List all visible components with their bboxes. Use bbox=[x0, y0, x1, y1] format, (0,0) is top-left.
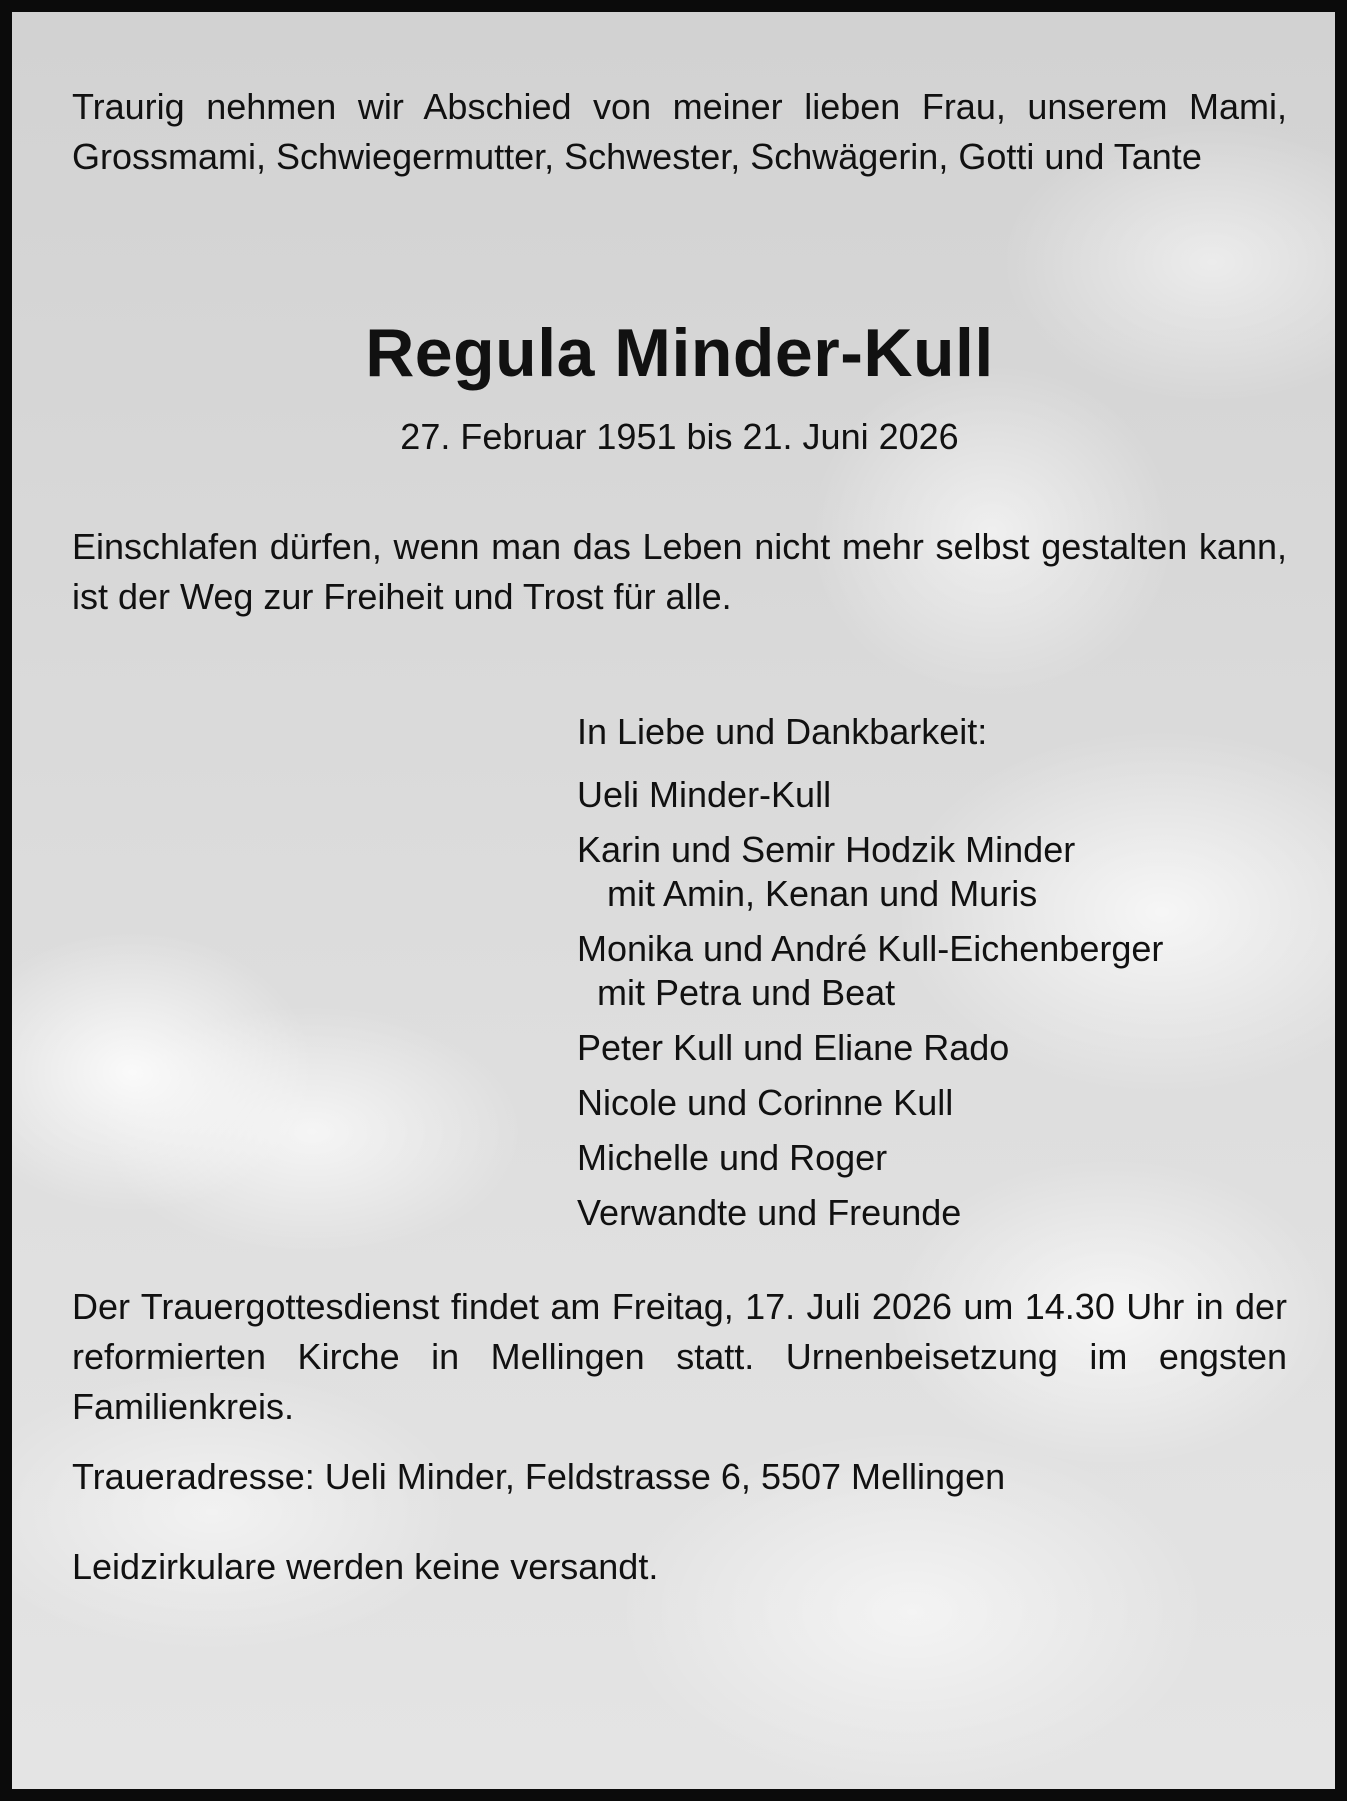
deceased-name: Regula Minder-Kull bbox=[365, 315, 994, 391]
mourner-children: mit Amin, Kenan und Muris bbox=[607, 873, 1038, 914]
mourner-name: Peter Kull und Eliane Rado bbox=[577, 1027, 1010, 1068]
circular-notice: Leidzirkulare werden keine versandt. bbox=[72, 1546, 659, 1587]
service-info: Der Trauergottesdienst findet am Freitag, 17. Juli 2026 um 14.30 Uhr in der reformierten Kirche in Mellingen statt. Urnenbeisetzung im engsten Familienkreis. bbox=[72, 1286, 1287, 1427]
intro-text: Traurig nehmen wir Abschied von meiner lieben Frau, unserem Mami, Grossmami, Schwiegermutter, Schwester, Schwägerin, Gotti und Tante bbox=[72, 86, 1287, 177]
mourner-name: Verwandte und Freunde bbox=[577, 1192, 962, 1233]
mourner-entry bbox=[577, 1081, 1297, 1125]
mourners-list bbox=[577, 707, 1297, 1246]
life-dates: 27. Februar 1951 bis 21. Juni 2026 bbox=[400, 416, 959, 457]
mourner-name: Michelle und Roger bbox=[577, 1137, 888, 1178]
mourners-entries bbox=[577, 773, 1297, 1235]
mourning-address: Traueradresse: Ueli Minder, Feldstrasse 6, 5507 Mellingen bbox=[72, 1456, 1006, 1497]
mourner-entry bbox=[577, 1026, 1297, 1070]
mourner-name: Karin und Semir Hodzik Minder bbox=[577, 829, 1076, 870]
mourner-entry bbox=[577, 1136, 1297, 1180]
mourner-entry bbox=[577, 773, 1297, 817]
mourner-entry bbox=[577, 1191, 1297, 1235]
mourner-children: mit Petra und Beat bbox=[597, 972, 896, 1013]
mourner-entry bbox=[577, 927, 1297, 1015]
mourners-heading: In Liebe und Dankbarkeit: bbox=[577, 711, 988, 752]
mourner-name: Nicole und Corinne Kull bbox=[577, 1082, 954, 1123]
mourner-name: Ueli Minder-Kull bbox=[577, 774, 832, 815]
mourner-entry bbox=[577, 828, 1297, 916]
mourner-name: Monika und André Kull-Eichenberger bbox=[577, 928, 1164, 969]
quote-text: Einschlafen dürfen, wenn man das Leben nicht mehr selbst gestalten kann, ist der Weg zur Freiheit und Trost für alle. bbox=[72, 526, 1287, 617]
